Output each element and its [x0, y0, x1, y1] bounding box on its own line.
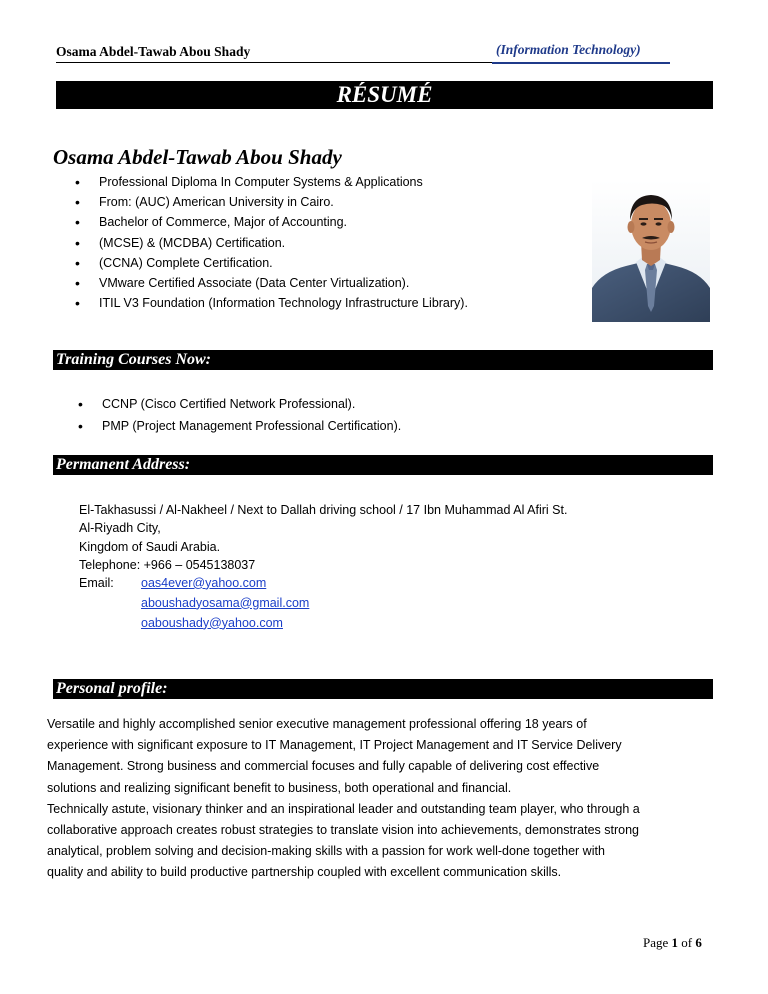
profile-line: experience with significant exposure to IT Management, IT Project Management and IT Service Delivery [47, 738, 622, 753]
page-label: Page [643, 935, 669, 950]
bullet-icon: • [75, 254, 80, 271]
person-name: Osama Abdel-Tawab Abou Shady [53, 145, 342, 169]
profile-line: collaborative approach creates robust strategies to translate vision into achievements, demonstrates strong [47, 823, 639, 838]
bullet-icon: • [78, 418, 83, 434]
courses-list [78, 393, 402, 437]
address-city: Al-Riyadh City, [79, 521, 161, 536]
email-link-1[interactable]: oas4ever@yahoo.com [141, 575, 267, 590]
list-item: • ITIL V3 Foundation (Information Technology Infrastructure Library). [75, 295, 468, 312]
address-block [79, 501, 567, 633]
list-item: • Professional Diploma In Computer Systems & Applications [75, 174, 423, 190]
profile-line: Technically astute, visionary thinker and an inspirational leader and outstanding team player, who through a [47, 801, 640, 816]
profile-line: Versatile and highly accomplished senior executive management professional offering 18 years of [47, 717, 587, 731]
email-row [79, 593, 567, 613]
header-department: (Information Technology) [496, 42, 641, 57]
email-row [79, 573, 567, 593]
email-row [79, 613, 567, 633]
profile-text [47, 714, 727, 884]
page-total: 6 [695, 935, 702, 950]
bullet-icon: • [75, 274, 80, 291]
profile-section-title: Personal profile: [56, 680, 168, 697]
email-link-3[interactable]: oaboushady@yahoo.com [141, 615, 283, 630]
list-item: • (CCNA) Complete Certification. [75, 254, 273, 271]
list-item: • Bachelor of Commerce, Major of Accounting. [75, 214, 348, 231]
profile-line: solutions and realizing significant benefit to business, both operational and financial. [47, 780, 512, 795]
address-section-header [53, 455, 713, 475]
page-number: 1 [671, 935, 679, 950]
page-footer [643, 935, 702, 951]
email-label: Email: [79, 575, 114, 590]
bullet-icon: • [75, 194, 80, 211]
address-line: El-Takhasussi / Al-Nakheel / Next to Dallah driving school / 17 Ibn Muhammad Al Afiri St. [79, 503, 568, 517]
telephone: Telephone: +966 – 0545138037 [79, 558, 256, 573]
resume-title: RÉSUMÉ [336, 82, 433, 107]
list-item: • From: (AUC) American University in Cairo. [75, 194, 334, 211]
header-department-rule [492, 62, 670, 64]
profile-section-header [53, 679, 713, 699]
bullet-icon: • [75, 214, 80, 231]
list-item: • (MCSE) & (MCDBA) Certification. [75, 234, 286, 251]
training-section-header [53, 350, 713, 370]
profile-line: quality and ability to build productive partnership coupled with excellent communication skills. [47, 865, 562, 880]
address-country: Kingdom of Saudi Arabia. [79, 539, 221, 554]
profile-line: analytical, problem solving and decision-making skills with a passion for work well-done together with [47, 844, 605, 859]
email-link-2[interactable]: aboushadyosama@gmail.com [141, 595, 310, 610]
profile-photo [592, 180, 710, 322]
header-name: Osama Abdel-Tawab Abou Shady [56, 44, 251, 59]
qualifications-list [75, 172, 468, 313]
list-item: • PMP (Project Management Professional Certification). [102, 415, 401, 437]
bullet-icon: • [75, 174, 80, 190]
training-section-title: Training Courses Now: [56, 351, 211, 368]
bullet-icon: • [78, 396, 83, 412]
resume-title-bar [56, 81, 713, 109]
of-label: of [681, 935, 693, 950]
list-item: • VMware Certified Associate (Data Center Virtualization). [75, 274, 410, 291]
profile-line: Management. Strong business and commercial focuses and fully capable of delivering cost effective [47, 759, 600, 774]
address-section-title: Permanent Address: [56, 456, 191, 473]
bullet-icon: • [75, 295, 80, 312]
list-item: • CCNP (Cisco Certified Network Professional). [102, 393, 401, 415]
bullet-icon: • [75, 234, 80, 251]
